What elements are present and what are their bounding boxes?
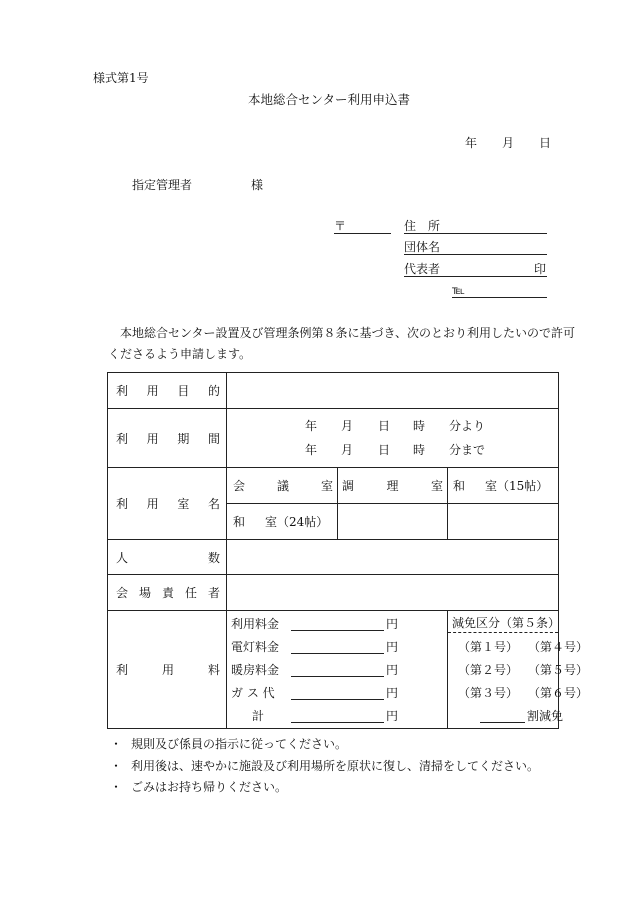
exemption-char: 分（第５条）: [488, 616, 561, 630]
period-char: 間: [207, 431, 220, 446]
seal-mark: 印: [534, 262, 547, 276]
rooms-row-1: [108, 468, 559, 504]
to-hour: 時: [413, 443, 426, 457]
rooms-label: [108, 495, 226, 512]
addressee-suffix: 様: [251, 178, 264, 192]
from-year: 年: [305, 419, 318, 433]
purpose-input[interactable]: [227, 373, 559, 409]
fee-row: [108, 611, 559, 729]
room-japanese-15-label: [448, 477, 558, 494]
rooms-char: 名: [207, 497, 220, 511]
to-month: 月: [341, 443, 354, 457]
from-hour: 時: [413, 419, 426, 433]
note-bullet-2: ・: [110, 759, 123, 773]
intro-line-1: 本地総合センター設置及び管理条例第８条に基づき、次のとおり利用したいので許可: [120, 326, 576, 340]
room-char: 議: [276, 479, 289, 493]
date-month: 月: [502, 136, 515, 150]
fee-usage-yen: 円: [386, 617, 399, 631]
exemption-item-3[interactable]: （第３号）: [458, 686, 519, 700]
room-char: 室: [430, 479, 443, 493]
postal-code-line[interactable]: [334, 233, 391, 234]
people-label-cell: [108, 540, 227, 575]
exemption-item-4[interactable]: （第４号）: [528, 640, 589, 654]
fee-char: 用: [161, 663, 174, 677]
date-day: 日: [539, 136, 552, 150]
postal-mark: [334, 219, 346, 233]
manager-char: 場: [138, 586, 151, 600]
period-char: 期: [177, 431, 190, 446]
page-title: 本地総合センター利用申込書: [248, 92, 411, 107]
to-day: 日: [378, 443, 391, 457]
fee-usage-label: 利用料金: [231, 617, 280, 631]
exemption-cell: [448, 611, 589, 729]
people-row: [108, 540, 559, 575]
period-label-cell: [108, 409, 227, 468]
people-char: 数: [207, 550, 220, 565]
fee-char: 料: [207, 663, 220, 677]
fee-heating-label: 暖房料金: [231, 663, 280, 677]
purpose-char: 目: [177, 384, 190, 398]
manager-char: 責: [161, 586, 174, 600]
form-number: 様式第1号: [93, 71, 149, 85]
room-char: 室（24帖）: [265, 515, 329, 529]
org-label: 団体名: [404, 240, 441, 254]
fee-gas-yen: 円: [386, 686, 399, 700]
exemption-item-5[interactable]: （第５号）: [528, 663, 589, 677]
exemption-char: 減: [452, 616, 465, 630]
room-japanese-24[interactable]: [227, 504, 338, 540]
room-cooking[interactable]: [338, 468, 448, 504]
people-label: [108, 549, 226, 566]
rooms-label-cell: [108, 468, 227, 540]
room-conference-label: [227, 477, 337, 494]
exemption-item-1[interactable]: （第１号）: [458, 640, 519, 654]
note-bullet-3: ・: [110, 780, 123, 794]
exemption-header: [448, 616, 561, 630]
from-month: 月: [341, 419, 354, 433]
fee-total-yen: 円: [386, 709, 399, 723]
reduction-rate-line[interactable]: [480, 722, 525, 723]
room-empty-1[interactable]: [338, 504, 448, 540]
exemption-item-6[interactable]: （第６号）: [528, 686, 589, 700]
rooms-char: 室: [177, 497, 190, 511]
room-char: 理: [386, 479, 399, 493]
manager-row: [108, 575, 559, 611]
period-char: 用: [146, 431, 159, 446]
fee-lighting-line[interactable]: [291, 653, 384, 654]
purpose-row: [108, 373, 559, 409]
fee-heating-yen: 円: [386, 663, 399, 677]
exemption-char: 区: [476, 616, 489, 630]
note-1: 規則及び係員の指示に従ってください。: [131, 737, 348, 751]
from-minute: 分より: [449, 419, 486, 433]
org-line[interactable]: [404, 254, 547, 255]
fee-gas-label: ガ ス 代: [231, 686, 275, 700]
tel-line[interactable]: [452, 297, 547, 298]
purpose-char: 的: [207, 384, 220, 398]
manager-char: 者: [207, 586, 220, 600]
room-char: 和: [453, 479, 466, 493]
people-char: 人: [116, 550, 129, 565]
period-input[interactable]: [227, 409, 559, 468]
to-minute: 分まで: [449, 443, 486, 457]
note-2: 利用後は、速やかに施設及び利用場所を原状に復し、清掃をしてください。: [131, 759, 540, 773]
purpose-char: 利: [116, 384, 129, 398]
date-year: 年: [465, 136, 478, 150]
room-empty-2[interactable]: [448, 504, 559, 540]
fee-label-cell: [108, 611, 227, 729]
addressee-label: 指定管理者: [132, 178, 193, 192]
rep-line[interactable]: [404, 276, 547, 277]
period-char: 利: [116, 431, 129, 446]
from-day: 日: [378, 419, 391, 433]
room-cooking-label: [338, 477, 447, 494]
period-row: [108, 409, 559, 468]
reduction-suffix: 割減免: [527, 709, 564, 723]
room-japanese-15[interactable]: [448, 468, 559, 504]
fee-total-line[interactable]: [291, 722, 384, 723]
rep-label: 代表者: [404, 262, 441, 276]
room-char: 室: [320, 479, 333, 493]
purpose-label: [108, 382, 226, 399]
manager-label: [108, 584, 226, 601]
room-char: 室（15帖）: [485, 479, 549, 493]
purpose-label-cell: [108, 373, 227, 409]
fee-heating-line[interactable]: [291, 676, 384, 677]
exemption-char: 免: [464, 616, 477, 630]
note-3: ごみはお持ち帰りください。: [131, 780, 288, 794]
room-japanese-24-label: [227, 513, 337, 530]
application-table: [107, 372, 589, 729]
postal-mark-text: 〒: [334, 219, 347, 233]
rooms-char: 用: [146, 497, 159, 511]
room-char: 会: [233, 479, 246, 493]
period-label: [108, 430, 226, 447]
exemption-item-2[interactable]: （第２号）: [458, 663, 519, 677]
people-input[interactable]: [227, 540, 559, 575]
manager-char: 会: [116, 586, 129, 600]
fee-usage-line[interactable]: [291, 630, 384, 631]
room-char: 和: [233, 515, 246, 529]
fee-gas-line[interactable]: [291, 699, 384, 700]
fee-lighting-yen: 円: [386, 640, 399, 654]
address-label: 住 所: [404, 219, 441, 233]
manager-input[interactable]: [227, 575, 559, 611]
rooms-char: 利: [116, 497, 129, 511]
tel-label: ℡: [452, 283, 465, 297]
fee-char: 利: [116, 663, 129, 677]
to-year: 年: [305, 443, 318, 457]
intro-line-2: くださるよう申請します。: [108, 347, 252, 361]
address-line[interactable]: [404, 233, 547, 234]
room-char: 調: [342, 479, 355, 493]
fee-lighting-label: 電灯料金: [231, 640, 280, 654]
purpose-char: 用: [146, 384, 159, 398]
manager-label-cell: [108, 575, 227, 611]
manager-char: 任: [184, 586, 197, 600]
fee-breakdown: [227, 611, 448, 729]
room-conference[interactable]: [227, 468, 338, 504]
fee-label: [108, 661, 226, 678]
fee-total-label: 計: [252, 709, 265, 723]
note-bullet-1: ・: [110, 737, 123, 751]
